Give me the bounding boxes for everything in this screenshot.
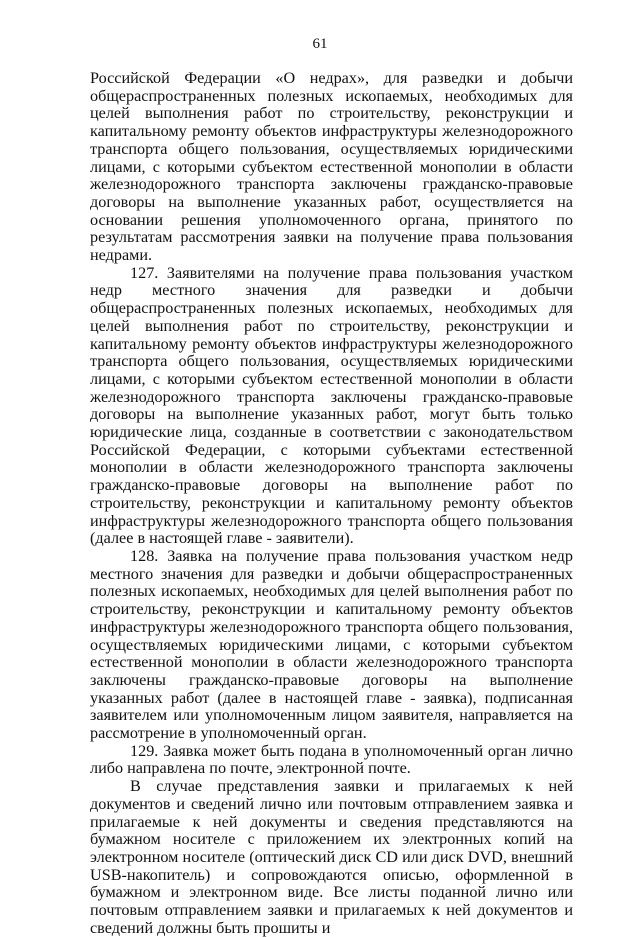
paragraph-129: 129. Заявка может быть подана в уполномоченный орган лично либо направлена по почте, электронной почте. (90, 741, 573, 778)
paragraph-continuation: Российской Федерации «О недрах», для разведки и добычи общераспространенных полезных ископаемых, необходимых для целей выполнения работ по строительству, реконструкции и капитальному ремонту объектов инфраструктуры железнодорожного транспорта общего пользования, осуществляемых юридическими лицами, с которыми субъектом естественной монополии в области железнодорожного транспорта заключены гражданско-правовые договоры на выполнение указанных работ, осуществляется на основании решения уполномоченного органа, принятого по результатам рассмотрения заявки на получение права пользования недрами. (90, 69, 573, 265)
paragraph-submission-rules: В случае представления заявки и прилагаемых к ней документов и сведений лично или почтовым отправлением заявка и прилагаемые к ней документы и сведения представляются на бумажном носителе с приложением их электронных копий на электронном носителе (оптический диск CD или диск DVD, внешний USB-накопитель) и сопровождаются описью, оформленной в бумажном и электронном виде. Все листы поданной лично или почтовым отправлением заявки и прилагаемых к ней документов и сведений должны быть прошиты и (90, 777, 573, 937)
document-body (90, 70, 573, 937)
paragraph-128: 128. Заявка на получение права пользования участком недр местного значения для разведки и добычи общераспространенных полезных ископаемых, необходимых для целей выполнения работ по строительству, реконструкции и капитальному ремонту объектов инфраструктуры железнодорожного транспорта общего пользования, осуществляемых юридическими лицами, с которыми субъектом естественной монополии в области железнодорожного транспорта заключены гражданско-правовые договоры на выполнение указанных работ (далее в настоящей главе - заявка), подписанная заявителем или уполномоченным лицом заявителя, направляется на рассмотрение в уполномоченный орган. (90, 546, 573, 743)
paragraph-127: 127. Заявителями на получение права пользования участком недр местного значения для разведки и добычи общераспространенных полезных ископаемых, необходимых для целей выполнения работ по строительству, реконструкции и капитальному ремонту объектов инфраструктуры железнодорожного транспорта общего пользования, осуществляемых юридическими лицами, с которыми субъектом естественной монополии в области железнодорожного транспорта заключены гражданско-правовые договоры на выполнение указанных работ, могут быть только юридические лица, созданные в соответствии с законодательством Российской Федерации, с которыми субъектами естественной монополии в области железнодорожного транспорта заключены гражданско-правовые договоры на выполнение работ по строительству, реконструкции и капитальному ремонту объектов инфраструктуры железнодорожного транспорта общего пользования (далее в настоящей главе - заявители). (90, 263, 573, 548)
page-number: 61 (312, 36, 328, 52)
